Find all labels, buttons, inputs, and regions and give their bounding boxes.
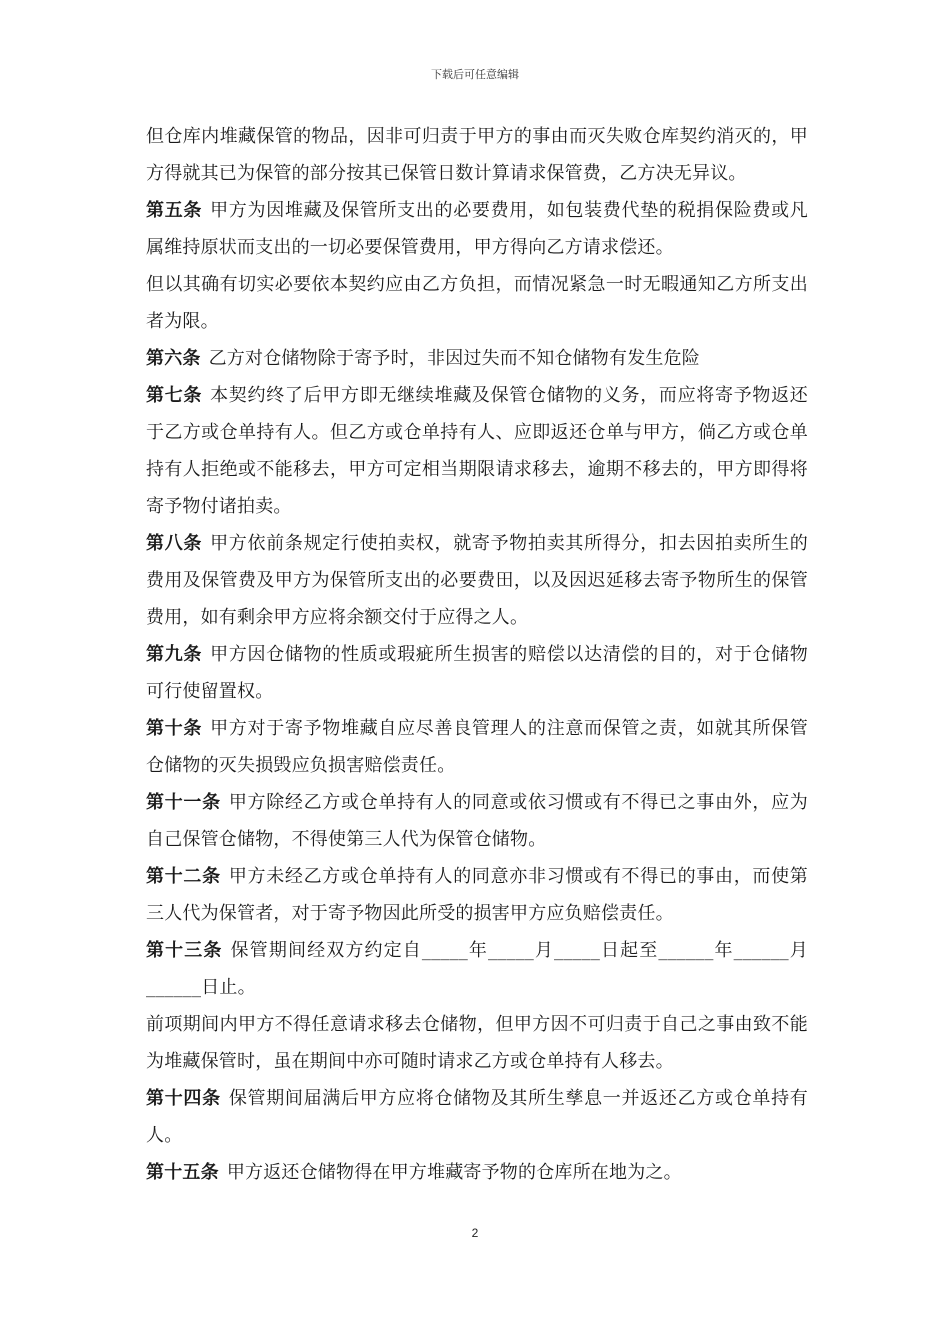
paragraph xyxy=(146,118,808,192)
clause-heading: 第五条 xyxy=(146,200,203,221)
paragraph xyxy=(146,784,808,858)
paragraph-text: 乙方对仓储物除于寄予时，非因过失而不知仓储物有发生危险 xyxy=(208,348,701,369)
clause-heading: 第十五条 xyxy=(146,1162,219,1183)
paragraph-text: 甲方依前条规定行使拍卖权，就寄予物拍卖其所得分，扣去因拍卖所生的费用及保管费及甲方为保管所支出的必要费田，以及因迟延移去寄予物所生的保管费用，如有剩余甲方应将余额交付于应得之人。 xyxy=(146,533,808,628)
clause-heading: 第八条 xyxy=(146,533,203,554)
paragraph xyxy=(146,1080,808,1154)
paragraph-text: 保管期间届满后甲方应将仓储物及其所生孳息一并返还乙方或仓单持有人。 xyxy=(146,1088,808,1146)
paragraph xyxy=(146,858,808,932)
clause-heading: 第七条 xyxy=(146,385,203,406)
paragraph-text: 甲方为因堆藏及保管所支出的必要费用，如包装费代垫的税捐保险费或凡属维持原状而支出的一切必要保管费用，甲方得向乙方请求偿还。 xyxy=(146,200,808,258)
document-body xyxy=(146,118,808,1191)
paragraph xyxy=(146,525,808,636)
clause-heading: 第十条 xyxy=(146,718,203,739)
page-number: 2 xyxy=(471,1226,479,1240)
paragraph xyxy=(146,710,808,784)
paragraph-text: 前项期间内甲方不得任意请求移去仓储物，但甲方因不可归责于自己之事由致不能为堆藏保管时，虽在期间中亦可随时请求乙方或仓单持有人移去。 xyxy=(146,1014,808,1072)
clause-heading: 第九条 xyxy=(146,644,203,665)
clause-heading: 第十四条 xyxy=(146,1088,221,1109)
paragraph-text: 甲方未经乙方或仓单持有人的同意亦非习惯或有不得已的事由，而使第三人代为保管者，对于寄予物因此所受的损害甲方应负赔偿责任。 xyxy=(146,866,808,924)
paragraph-text: 甲方因仓储物的性质或瑕疵所生损害的赔偿以达清偿的目的，对于仓储物可行使留置权。 xyxy=(146,644,808,702)
clause-heading: 第十二条 xyxy=(146,866,221,887)
paragraph xyxy=(146,266,808,340)
clause-heading: 第六条 xyxy=(146,348,201,369)
paragraph xyxy=(146,1154,808,1191)
paragraph-text: 甲方返还仓储物得在甲方堆藏寄予物的仓库所在地为之。 xyxy=(226,1162,682,1183)
paragraph-text: 但以其确有切实必要依本契约应由乙方负担，而情况紧急一时无暇通知乙方所支出者为限。 xyxy=(146,274,808,332)
paragraph-text: 保管期间经双方约定自_____年_____月_____日起至______年______月______日止。 xyxy=(146,940,808,998)
page-header: 下载后可任意编辑 xyxy=(431,68,519,81)
paragraph xyxy=(146,1006,808,1080)
paragraph xyxy=(146,192,808,266)
clause-heading: 第十一条 xyxy=(146,792,221,813)
paragraph-text: 本契约终了后甲方即无继续堆藏及保管仓储物的义务，而应将寄予物返还于乙方或仓单持有人。但乙方或仓单持有人、应即返还仓单与甲方，倘乙方或仓单持有人拒绝或不能移去，甲方可定相当期限请求移去，逾期不移去的，甲方即得将寄予物付诸拍卖。 xyxy=(146,385,808,517)
paragraph xyxy=(146,340,808,377)
paragraph-text: 但仓库内堆藏保管的物品，因非可归责于甲方的事由而灭失败仓库契约消灭的，甲方得就其已为保管的部分按其已保管日数计算请求保管费，乙方决无异议。 xyxy=(146,126,808,184)
clause-heading: 第十三条 xyxy=(146,940,223,961)
paragraph xyxy=(146,377,808,525)
paragraph xyxy=(146,932,808,1006)
paragraph-text: 甲方对于寄予物堆藏自应尽善良管理人的注意而保管之责，如就其所保管仓储物的灭失损毁应负损害赔偿责任。 xyxy=(146,718,808,776)
paragraph xyxy=(146,636,808,710)
paragraph-text: 甲方除经乙方或仓单持有人的同意或依习惯或有不得已之事由外，应为自己保管仓储物，不得使第三人代为保管仓储物。 xyxy=(146,792,808,850)
